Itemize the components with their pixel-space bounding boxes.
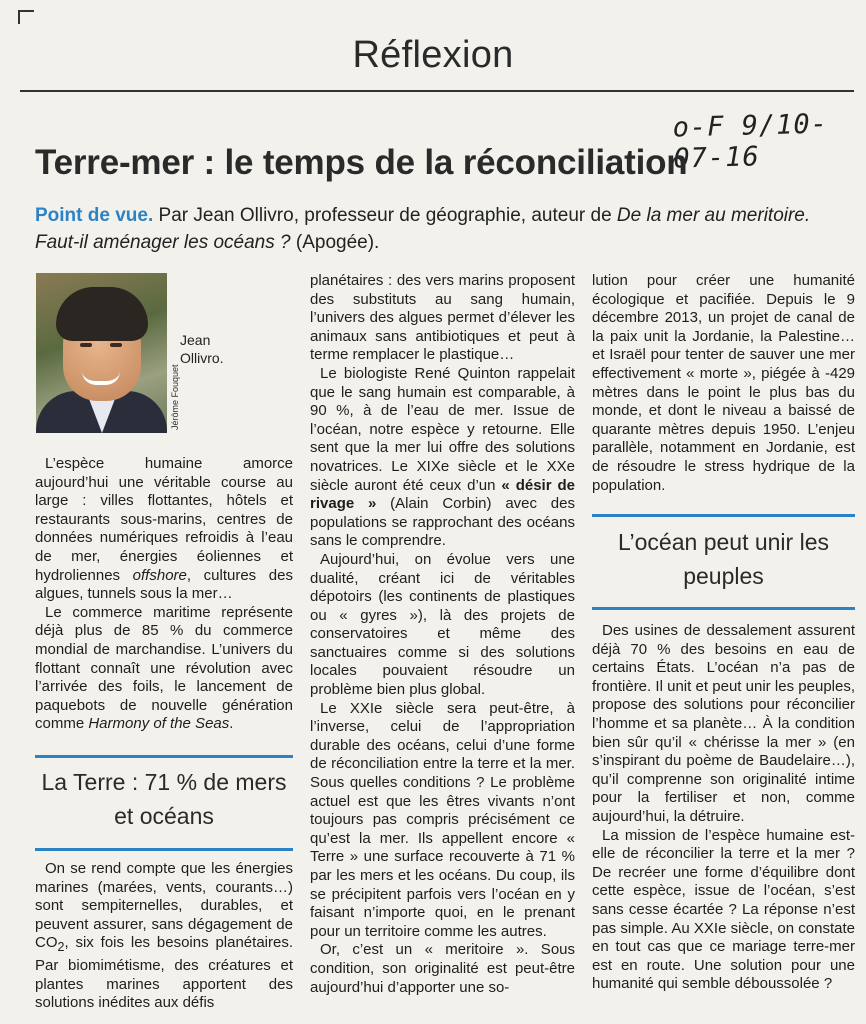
paragraph: Des usines de dessalement assurent déjà 70 % des besoins en eau de certains États. L’océan n’a pas de frontière. Il unit et peut unir les peuples, propose des solutions pour réconcilier l’homme et sa planète… À la condition bien sûr qu’il « chérisse la mer » (en s’inspirant du poème de Baudelaire…), qu’il comprenne son originalité intime pour la fertiliser et non, comme aujourd’hui, la détruire. <box>592 622 855 825</box>
section-title: Réflexion <box>352 34 514 76</box>
column-2 <box>310 272 575 997</box>
standfirst-lead: Point de vue. <box>35 205 154 226</box>
paragraph: La mission de l’espèce humaine est-elle de réconcilier la terre et la mer ? De recréer une forme d’équilibre dont cette espèce, issue de l’océan, s’est sans cesse écartée ? La réponse n’est pas simple. Au XXIe siècle, on constate en tout cas que ce mariage terre-mer est en route. Une solution pour une humanité qui semble déboussolée ? <box>592 826 855 993</box>
paragraph: L’espèce humaine amorce aujourd’hui une véritable course au large : villes flottantes, hôtels et restaurants sous-marins, centres de données numériques refroidis à l’eau de mer, énergies éoliennes et hydroliennes offshore, cultures des algues, tunnels sous la mer… <box>35 455 293 603</box>
standfirst <box>35 202 855 256</box>
paragraph: Le biologiste René Quinton rappelait que le sang humain est comparable, à 90 %, à de l’eau de mer. Issue de l’océan, notre espèce y retourne. Elle sent que la mer lui offre des solutions novatrices. Le XIXe siècle et le XXe siècle auront été ceux d’un « désir de rivage » (Alain Corbin) avec des populations se rapprochant des océans sans le comprendre. <box>310 364 575 550</box>
paragraph: planétaires : des vers marins proposent des substituts au sang humain, l’univers des algues permet d’élever les animaux sans antibiotiques et peut à terme remplacer le plastique… <box>310 272 575 364</box>
intertitle-rule <box>592 607 855 610</box>
intertitle-rule <box>35 848 293 851</box>
standfirst-publisher: (Apogée). <box>290 232 380 253</box>
column-1-top <box>35 455 293 734</box>
paragraph: Aujourd’hui, on évolue vers une dualité, créant ici de véritables dépotoirs (les continents de plastiques ou « gyres »), là des projets de conservatoires et même des sanctuaires comme si des solutions locales pouvaient résoudre un problème bien plus global. <box>310 550 575 699</box>
corner-mark <box>18 10 34 24</box>
article-headline: Terre-mer : le temps de la réconciliation <box>35 143 688 182</box>
column-3-bottom <box>592 622 855 994</box>
paragraph: Le XXIe siècle sera peut-être, à l’inverse, celui de l’appropriation durable des océans, celui d’une forme de réconciliation entre la terre et la mer. Sous quelles conditions ? Le problème actuel est que les êtres vivants n’ont toujours pas compris précisément ce qu’est la mer. Ils appellent encore « Terre » une surface recouverte à 71 % par les mers et les océans. Du coup, ils se précipitent parfois vers l’océan en y faisant n’importe quoi, en le prenant pour un territoire comme les autres. <box>310 699 575 940</box>
intertitle: L’océan peut unir les peuples <box>618 529 829 589</box>
intertitle-rule <box>35 755 293 758</box>
standfirst-text: Par Jean Ollivro, professeur de géographie, auteur de <box>153 205 617 226</box>
column-1-bottom <box>35 860 293 1013</box>
caption-line: Jean <box>180 332 211 348</box>
paragraph: Le commerce maritime représente déjà plus de 85 % du commerce mondial de marchandise. L’univers du flottant connaît une révolution avec l’arrivée des foils, le lancement de paquebots de nouvelle génération comme Harmony of the Seas. <box>35 603 293 733</box>
paragraph: lution pour créer une humanité écologique et pacifiée. Depuis le 9 décembre 2013, un projet de canal de la paix unit la Jordanie, la Palestine… et Israël pour tenter de sauver une mer effectivement « morte », piégée à -429 mètres dans le point le plus bas du monde, et dont le niveau a baissé de quarante mètres depuis 1950. L’enjeu parallèle, notamment en Jordanie, est de résoudre le stress hydrique de la population. <box>592 272 855 494</box>
caption-line: Ollivro. <box>180 350 224 366</box>
intertitle: La Terre : 71 % de mers et océans <box>41 769 287 829</box>
photo-credit: Jérôme Fouquet <box>170 364 180 430</box>
photo-caption <box>180 331 224 367</box>
paragraph: On se rend compte que les énergies marines (marées, vents, courants…) sont sempiternelles, durables, et peuvent assurer, sans dégagement de $CO_2$, six fois les besoins planétaires. Par biomimétisme, des créatures et plantes marines apportent des solutions inédites aux défis <box>35 860 293 1012</box>
header-rule <box>20 90 854 92</box>
intertitle-rule <box>592 514 855 517</box>
column-3-top <box>592 272 855 495</box>
handwritten-date-stamp: o-F 9/10-07-16 <box>672 108 829 175</box>
paragraph: Or, c’est un « meritoire ». Sous condition, son originalité est peut-être aujourd’hui d’apporter une so- <box>310 941 575 996</box>
author-photo <box>36 273 167 433</box>
book-title: De la mer au meritoire. Faut-il aménager les océans ? <box>35 205 811 253</box>
